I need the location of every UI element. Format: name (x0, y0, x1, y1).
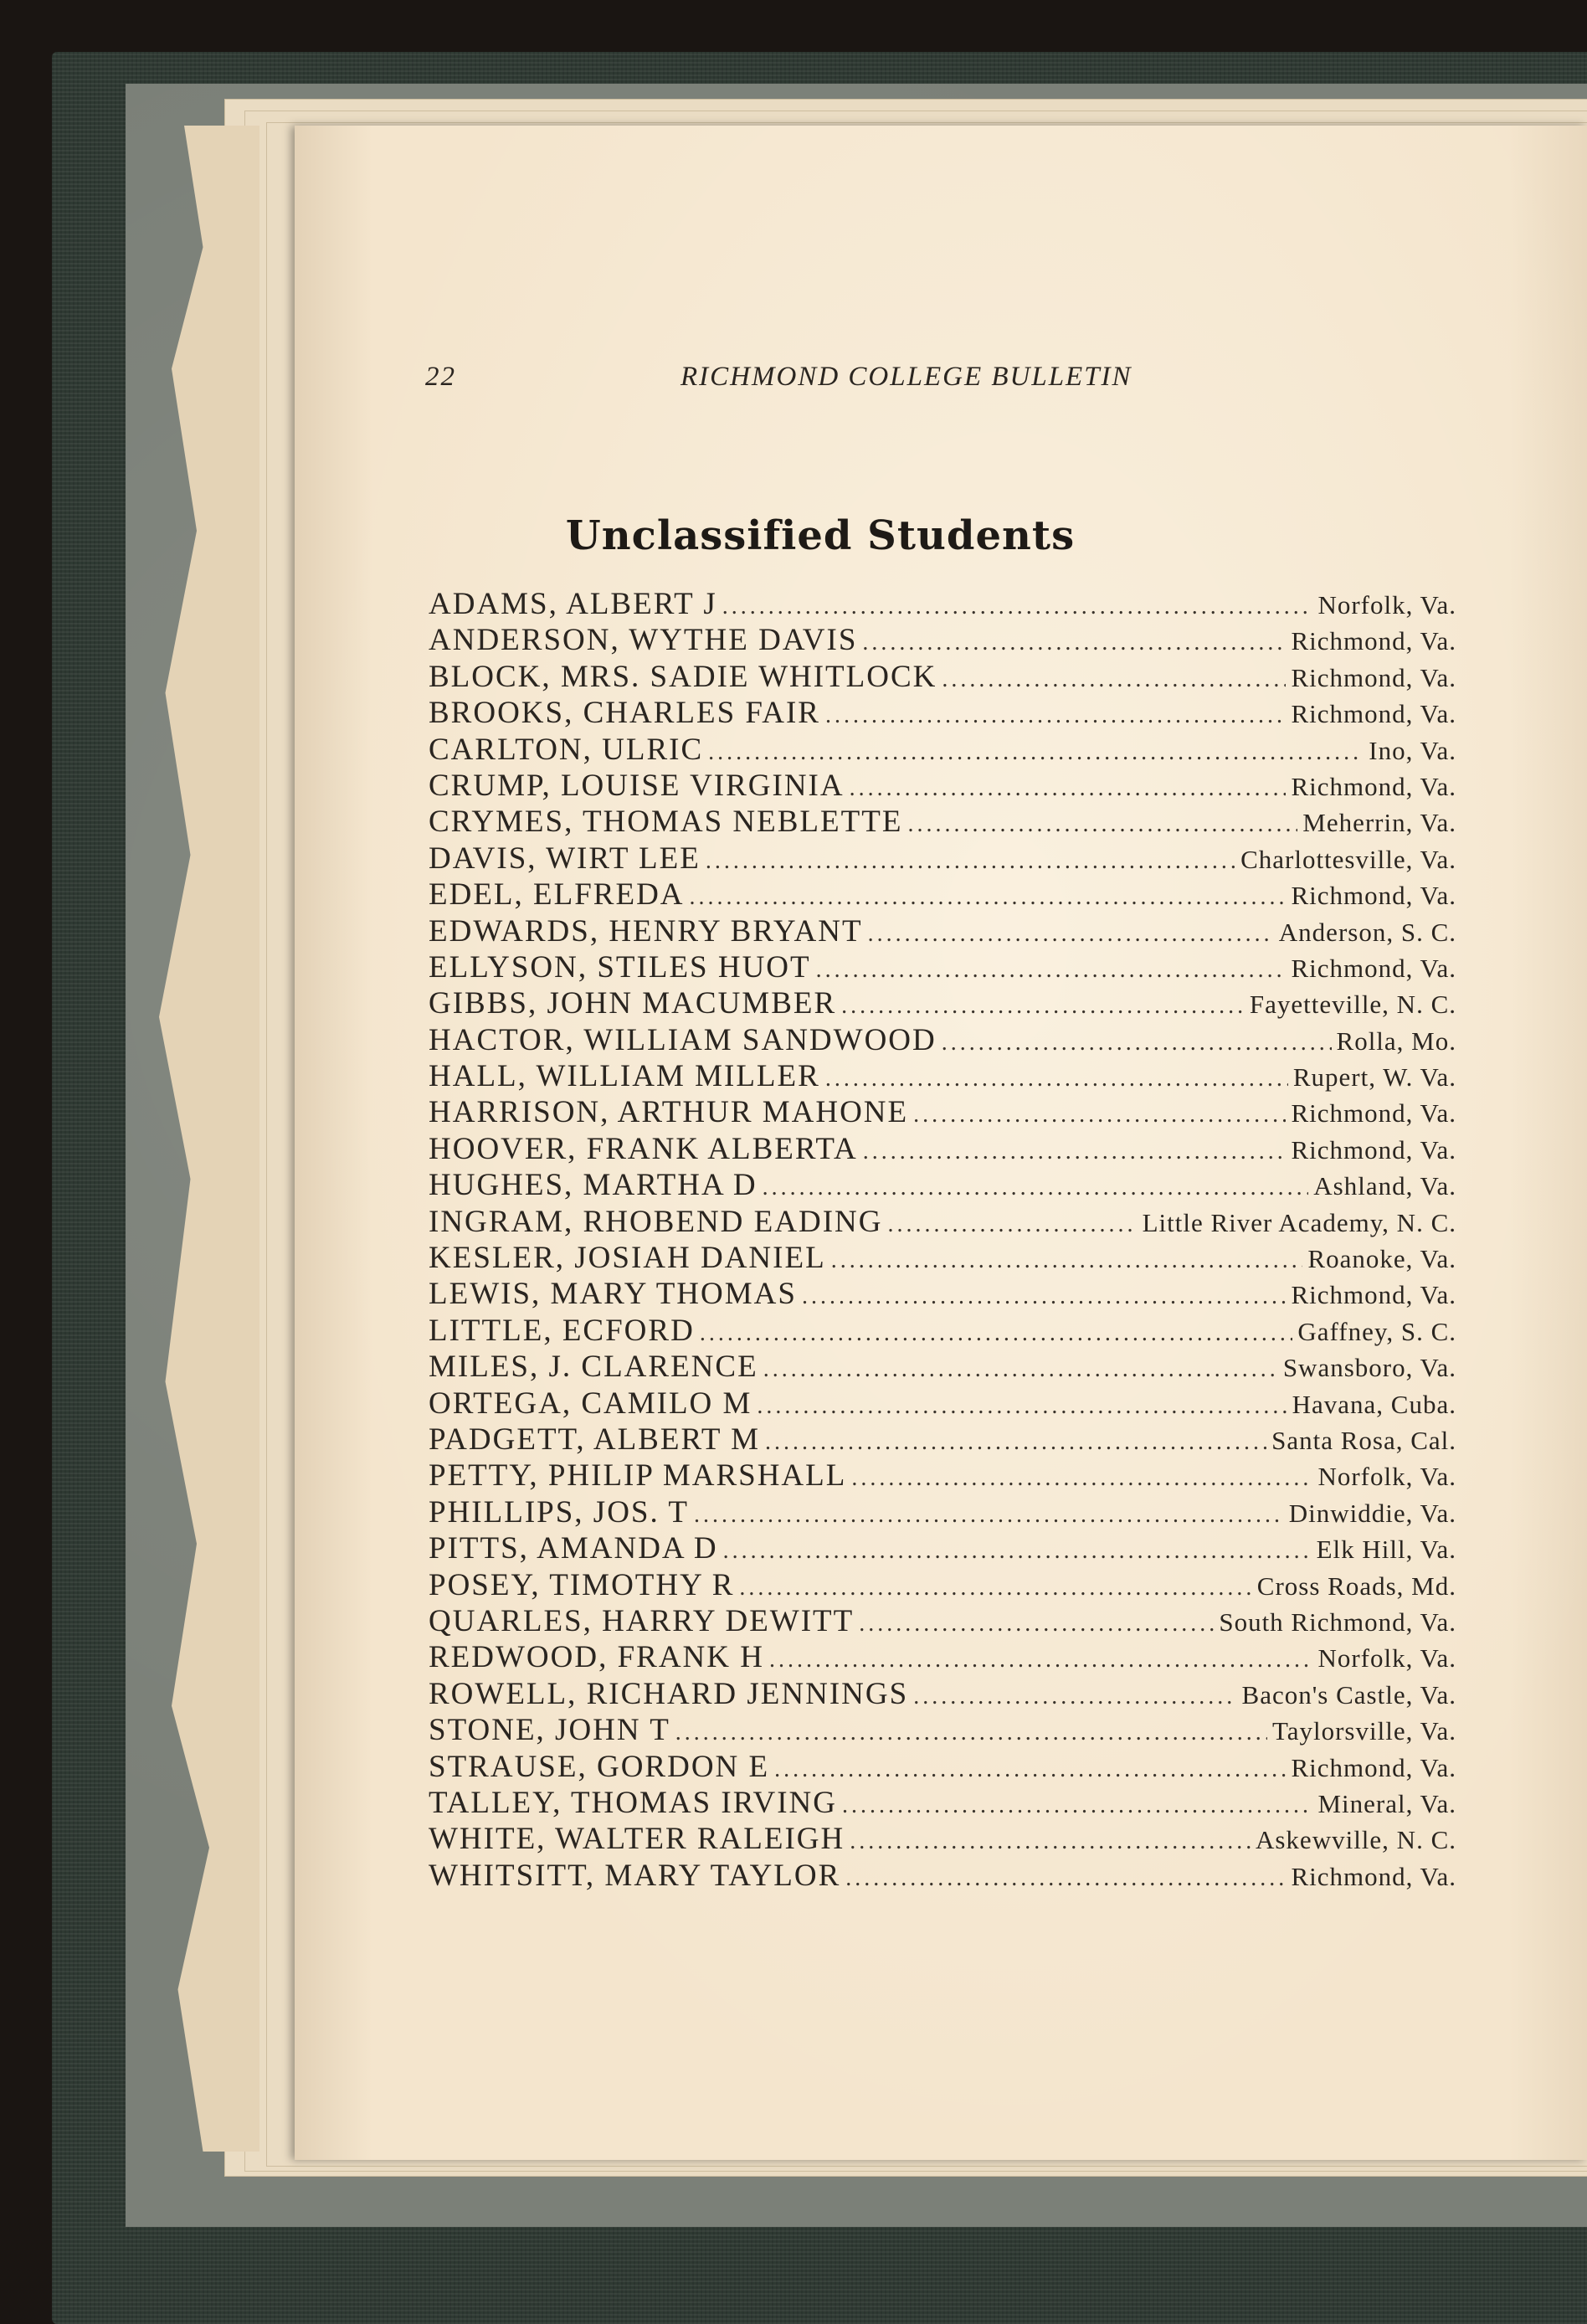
student-name: DAVIS, WIRT LEE (429, 841, 701, 876)
dot-leader (850, 775, 1287, 802)
student-hometown: Ashland, Va. (1313, 1171, 1456, 1201)
student-row (429, 1676, 1456, 1712)
student-hometown: Norfolk, Va. (1317, 1462, 1456, 1492)
student-row (429, 1712, 1456, 1748)
student-name: LEWIS, MARY THOMAS (429, 1277, 797, 1312)
dot-leader (763, 1175, 1309, 1201)
dot-leader (942, 1030, 1332, 1057)
student-row (429, 1058, 1456, 1094)
dot-leader (708, 739, 1364, 766)
student-hometown: Richmond, Va. (1291, 699, 1456, 729)
dot-leader (859, 1611, 1214, 1638)
student-row (429, 1167, 1456, 1203)
student-row (429, 1567, 1456, 1603)
dot-leader (723, 1538, 1312, 1565)
student-hometown: Ino, Va. (1369, 735, 1456, 765)
dot-leader (694, 1502, 1284, 1529)
student-hometown: Charlottesville, Va. (1240, 844, 1456, 874)
student-hometown: Richmond, Va. (1291, 1134, 1456, 1165)
dot-leader (841, 993, 1245, 1020)
student-name: EDEL, ELFREDA (429, 877, 685, 913)
student-name: CRUMP, LOUISE VIRGINIA (429, 768, 845, 803)
student-hometown: Richmond, Va. (1291, 953, 1456, 983)
section-title: Unclassified Students (565, 512, 1076, 559)
student-hometown: Richmond, Va. (1291, 771, 1456, 801)
student-name: ADAMS, ALBERT J (429, 587, 717, 621)
student-hometown: Taylorsville, Va. (1271, 1716, 1456, 1746)
student-hometown: Rolla, Mo. (1336, 1026, 1456, 1056)
dot-leader (862, 630, 1286, 656)
student-name: ROWELL, RICHARD JENNINGS (429, 1676, 909, 1711)
student-row (429, 1022, 1456, 1058)
student-name: HUGHES, MARTHA D (429, 1168, 758, 1203)
student-name: ORTEGA, CAMILO M (429, 1386, 752, 1421)
dot-leader (907, 811, 1297, 838)
student-name: LITTLE, ECFORD (429, 1313, 695, 1348)
dot-leader (845, 1865, 1286, 1892)
student-row (429, 1858, 1456, 1894)
student-hometown: Richmond, Va. (1291, 1280, 1456, 1310)
dot-leader (851, 1465, 1312, 1492)
dot-leader (739, 1575, 1251, 1602)
student-row (429, 877, 1456, 913)
student-row (429, 1386, 1456, 1422)
dot-leader (700, 1320, 1293, 1347)
student-row (429, 1458, 1456, 1494)
dot-leader (765, 1429, 1266, 1456)
dot-leader (769, 1647, 1312, 1674)
student-name: CARLTON, ULRIC (429, 732, 704, 767)
student-hometown: Gaffney, S. C. (1297, 1316, 1456, 1346)
student-hometown: Askewville, N. C. (1255, 1825, 1456, 1855)
dot-leader (831, 1247, 1303, 1274)
student-row (429, 1240, 1456, 1276)
student-hometown: Richmond, Va. (1291, 1098, 1456, 1129)
student-hometown: Cross Roads, Md. (1256, 1571, 1456, 1601)
dot-leader (913, 1102, 1286, 1129)
student-name: HALL, WILLIAM MILLER (429, 1059, 820, 1094)
student-name: INGRAM, RHOBEND EADING (429, 1204, 883, 1239)
page-number: 22 (425, 362, 456, 392)
student-name: WHITSITT, MARY TAYLOR (429, 1858, 841, 1893)
student-name: CRYMES, THOMAS NEBLETTE (429, 805, 903, 840)
student-row (429, 1349, 1456, 1385)
dot-leader (913, 1684, 1236, 1710)
dot-leader (690, 884, 1287, 911)
dot-leader (942, 666, 1286, 693)
student-name: EDWARDS, HENRY BRYANT (429, 913, 863, 949)
student-name: PADGETT, ALBERT M (429, 1422, 760, 1457)
student-row (429, 1530, 1456, 1566)
student-name: MILES, J. CLARENCE (429, 1350, 758, 1385)
dot-leader (863, 1139, 1287, 1165)
dot-leader (825, 702, 1286, 729)
dot-leader (850, 1828, 1251, 1855)
dot-leader (825, 1066, 1288, 1093)
dot-leader (706, 848, 1235, 875)
student-name: STRAUSE, GORDON E (429, 1749, 770, 1784)
student-hometown: Richmond, Va. (1291, 1752, 1456, 1782)
student-row (429, 1094, 1456, 1130)
dot-leader (722, 594, 1313, 620)
student-row (429, 1785, 1456, 1821)
student-row (429, 1749, 1456, 1785)
student-name: ANDERSON, WYTHE DAVIS (429, 623, 858, 658)
student-name: TALLEY, THOMAS IRVING (429, 1785, 837, 1820)
student-hometown: Havana, Cuba. (1292, 1389, 1456, 1419)
student-row (429, 949, 1456, 985)
student-name: POSEY, TIMOTHY R (429, 1567, 735, 1602)
student-hometown: Roanoke, Va. (1307, 1244, 1456, 1274)
student-name: REDWOOD, FRANK H (429, 1640, 764, 1675)
student-name: HACTOR, WILLIAM SANDWOOD (429, 1022, 937, 1057)
student-row (429, 1131, 1456, 1167)
student-name: BROOKS, CHARLES FAIR (429, 696, 820, 731)
student-row (429, 768, 1456, 804)
student-name: BLOCK, MRS. SADIE WHITLOCK (429, 659, 937, 694)
student-row (429, 1422, 1456, 1458)
student-row (429, 586, 1456, 622)
student-hometown: Fayetteville, N. C. (1249, 990, 1456, 1020)
student-roster (429, 586, 1456, 1894)
student-name: HARRISON, ARTHUR MAHONE (429, 1095, 909, 1130)
dot-leader (802, 1283, 1286, 1310)
bulletin-title: RICHMOND COLLEGE BULLETIN (681, 362, 1132, 392)
student-hometown: Norfolk, Va. (1317, 1643, 1456, 1674)
student-row (429, 1276, 1456, 1312)
student-hometown: Meherrin, Va. (1302, 808, 1456, 838)
student-row (429, 1313, 1456, 1349)
student-hometown: Richmond, Va. (1291, 626, 1456, 656)
dot-leader (816, 957, 1287, 984)
student-hometown: Richmond, Va. (1291, 662, 1456, 692)
student-name: GIBBS, JOHN MACUMBER (429, 986, 837, 1021)
dot-leader (757, 1393, 1287, 1420)
student-hometown: Mineral, Va. (1317, 1788, 1456, 1818)
student-row (429, 622, 1456, 658)
student-hometown: Bacon's Castle, Va. (1241, 1679, 1456, 1710)
student-row (429, 1639, 1456, 1675)
student-name: WHITE, WALTER RALEIGH (429, 1822, 845, 1857)
student-row (429, 695, 1456, 731)
student-row (429, 1494, 1456, 1530)
student-hometown: Dinwiddie, Va. (1288, 1498, 1456, 1528)
student-row (429, 985, 1456, 1021)
student-name: PITTS, AMANDA D (429, 1531, 718, 1566)
student-name: HOOVER, FRANK ALBERTA (429, 1131, 858, 1166)
student-hometown: Elk Hill, Va. (1316, 1535, 1456, 1565)
dot-leader (675, 1720, 1267, 1746)
student-row (429, 1204, 1456, 1240)
student-row (429, 659, 1456, 695)
student-name: PETTY, PHILIP MARSHALL (429, 1458, 847, 1494)
student-row (429, 732, 1456, 768)
running-head (425, 362, 1204, 404)
student-name: QUARLES, HARRY DEWITT (429, 1603, 855, 1638)
student-hometown: Norfolk, Va. (1317, 590, 1456, 620)
student-name: PHILLIPS, JOS. T (429, 1494, 689, 1530)
student-row (429, 841, 1456, 877)
student-hometown: Little River Academy, N. C. (1142, 1207, 1456, 1237)
student-name: KESLER, JOSIAH DANIEL (429, 1241, 826, 1276)
dot-leader (774, 1756, 1286, 1783)
dot-leader (868, 921, 1274, 948)
student-hometown: Santa Rosa, Cal. (1271, 1425, 1456, 1455)
student-hometown: South Richmond, Va. (1219, 1607, 1456, 1637)
student-name: STONE, JOHN T (429, 1713, 670, 1748)
student-name: ELLYSON, STILES HUOT (429, 949, 811, 985)
dot-leader (887, 1211, 1137, 1238)
student-row (429, 1821, 1456, 1857)
student-hometown: Swansboro, Va. (1282, 1353, 1456, 1383)
student-row (429, 913, 1456, 949)
student-hometown: Anderson, S. C. (1278, 917, 1456, 947)
dot-leader (763, 1356, 1278, 1383)
student-hometown: Richmond, Va. (1291, 1861, 1456, 1891)
dot-leader (842, 1792, 1313, 1819)
student-hometown: Rupert, W. Va. (1292, 1062, 1456, 1093)
student-row (429, 1603, 1456, 1639)
student-hometown: Richmond, Va. (1291, 881, 1456, 911)
student-row (429, 804, 1456, 840)
